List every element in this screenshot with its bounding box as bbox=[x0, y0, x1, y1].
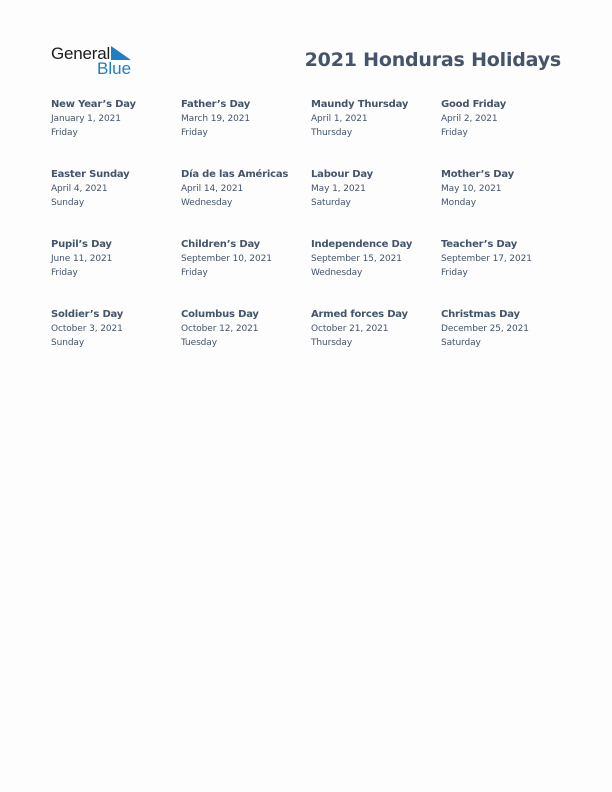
holiday-name: Columbus Day bbox=[181, 309, 259, 320]
holiday-weekday: Friday bbox=[181, 128, 208, 138]
holiday-weekday: Sunday bbox=[51, 338, 85, 348]
holiday-name: Father’s Day bbox=[181, 99, 251, 110]
generalblue-logo bbox=[51, 44, 141, 78]
holiday-date: October 21, 2021 bbox=[311, 324, 389, 334]
holiday-date: April 14, 2021 bbox=[181, 184, 244, 194]
holiday-weekday: Sunday bbox=[51, 198, 85, 208]
holiday-name: Soldier’s Day bbox=[51, 309, 124, 320]
holiday-item bbox=[441, 98, 571, 168]
holiday-date: October 12, 2021 bbox=[181, 324, 259, 334]
holiday-date: March 19, 2021 bbox=[181, 114, 250, 124]
holiday-item bbox=[441, 168, 571, 238]
holiday-date: April 1, 2021 bbox=[311, 114, 368, 124]
holiday-item bbox=[51, 238, 181, 308]
holiday-weekday: Thursday bbox=[311, 128, 353, 138]
holiday-date: June 11, 2021 bbox=[51, 254, 113, 264]
logo-general-text: General bbox=[51, 44, 111, 63]
holiday-date: May 1, 2021 bbox=[311, 184, 366, 194]
holiday-name: Pupil’s Day bbox=[51, 239, 112, 250]
holiday-weekday: Wednesday bbox=[311, 268, 363, 278]
holiday-item bbox=[181, 168, 311, 238]
holiday-name: Armed forces Day bbox=[311, 309, 408, 320]
holiday-name: Children’s Day bbox=[181, 239, 260, 250]
holiday-item bbox=[441, 308, 571, 378]
holiday-date: September 17, 2021 bbox=[441, 254, 532, 264]
holiday-item bbox=[311, 238, 441, 308]
page-title: 2021 Honduras Holidays bbox=[304, 49, 561, 71]
holiday-date: May 10, 2021 bbox=[441, 184, 502, 194]
holiday-item bbox=[311, 98, 441, 168]
holiday-weekday: Tuesday bbox=[181, 338, 217, 348]
holiday-date: September 10, 2021 bbox=[181, 254, 272, 264]
holiday-name: Mother’s Day bbox=[441, 169, 514, 180]
holiday-name: Teacher’s Day bbox=[441, 239, 518, 250]
holiday-item bbox=[181, 308, 311, 378]
holiday-name: Maundy Thursday bbox=[311, 99, 409, 110]
holiday-item bbox=[51, 308, 181, 378]
holiday-item bbox=[181, 98, 311, 168]
holiday-date: September 15, 2021 bbox=[311, 254, 402, 264]
holiday-weekday: Wednesday bbox=[181, 198, 233, 208]
holiday-name: Día de las Américas bbox=[181, 169, 289, 180]
holiday-item bbox=[311, 308, 441, 378]
holiday-item bbox=[441, 238, 571, 308]
holiday-weekday: Saturday bbox=[441, 338, 481, 348]
holiday-date: December 25, 2021 bbox=[441, 324, 529, 334]
holiday-name: Independence Day bbox=[311, 239, 413, 250]
logo-blue-text: Blue bbox=[97, 59, 132, 78]
holiday-weekday: Monday bbox=[441, 198, 476, 208]
holiday-item bbox=[51, 168, 181, 238]
holiday-weekday: Saturday bbox=[311, 198, 351, 208]
holiday-date: October 3, 2021 bbox=[51, 324, 123, 334]
holiday-name: Labour Day bbox=[311, 169, 373, 180]
holiday-name: New Year’s Day bbox=[51, 99, 136, 110]
holiday-name: Good Friday bbox=[441, 99, 507, 110]
holiday-weekday: Friday bbox=[51, 268, 78, 278]
holiday-item bbox=[181, 238, 311, 308]
holiday-name: Christmas Day bbox=[441, 309, 520, 320]
holiday-date: April 4, 2021 bbox=[51, 184, 108, 194]
holiday-date: April 2, 2021 bbox=[441, 114, 498, 124]
holiday-item bbox=[51, 98, 181, 168]
holiday-name: Easter Sunday bbox=[51, 169, 130, 180]
holiday-weekday: Friday bbox=[181, 268, 208, 278]
holiday-weekday: Thursday bbox=[311, 338, 353, 348]
holiday-grid bbox=[51, 98, 571, 378]
logo-triangle-icon bbox=[111, 46, 131, 60]
holiday-weekday: Friday bbox=[441, 268, 468, 278]
holiday-date: January 1, 2021 bbox=[51, 114, 121, 124]
holiday-item bbox=[311, 168, 441, 238]
holiday-weekday: Friday bbox=[51, 128, 78, 138]
holiday-weekday: Friday bbox=[441, 128, 468, 138]
